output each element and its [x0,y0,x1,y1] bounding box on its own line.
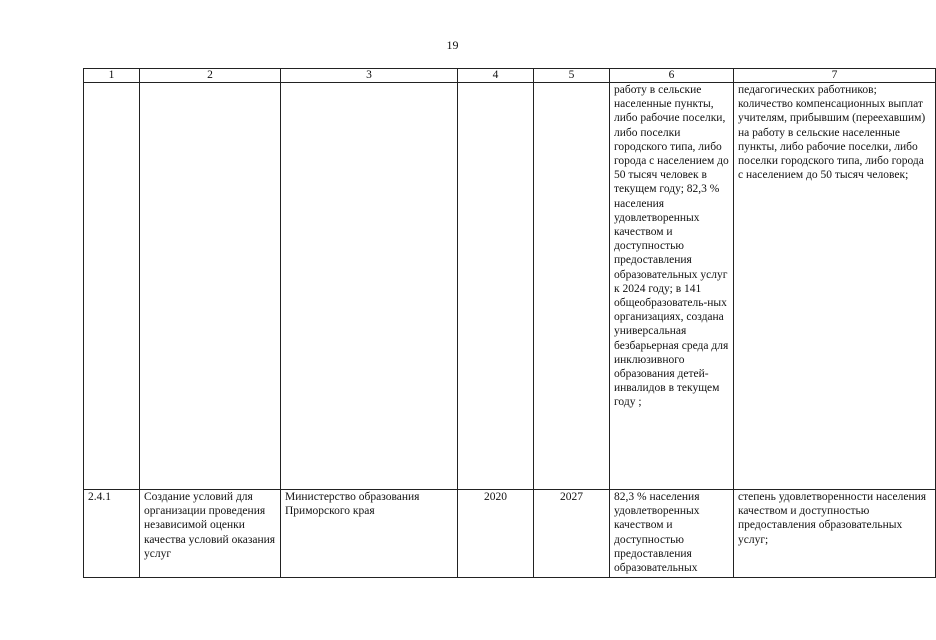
page-number: 19 [446,38,459,52]
cell-indicator: степень удовлетворенности населения качеством и доступностью предоставления образовательных услуг; [734,490,936,578]
cell-responsible [281,83,458,490]
table-row [84,83,936,490]
cell-expected-result: 82,3 % населения удовлетворенных качеством и доступностью предоставления образовательных [610,490,734,578]
cell-expected-result: работу в сельские населенные пункты, либо рабочие поселки, либо поселки городского типа, либо города с населением до 50 тысяч человек в текущем году; 82,3 % населения удовлетворенных качеством и доступностью предоставления образовательных услуг к 2024 году; в 141 общеобразователь-ных организациях, создана универсальная безбарьерная среда для инклюзивного образования детей-инвалидов в текущем году ; [610,83,734,490]
column-header: 7 [734,69,936,83]
column-header: 3 [281,69,458,83]
cell-start-year [458,83,534,490]
cell-responsible: Министерство образования Приморского края [281,490,458,578]
cell-end-year: 2027 [534,490,610,578]
column-header: 1 [84,69,140,83]
cell-end-year [534,83,610,490]
column-header: 4 [458,69,534,83]
cell-number: 2.4.1 [84,490,140,578]
cell-activity: Создание условий для организации проведения независимой оценки качества условий оказания услуг [140,490,281,578]
cell-number [84,83,140,490]
document-table [83,68,936,578]
column-header: 6 [610,69,734,83]
cell-indicator: педагогических работников; количество компенсационных выплат учителям, прибывшим (переехавшим) на работу в сельские населенные пункты, либо рабочие поселки, либо поселки городского типа, либо города с населением до 50 тысяч человек; [734,83,936,490]
column-header: 5 [534,69,610,83]
table-row [84,490,936,578]
table-header-row [84,69,936,83]
cell-start-year: 2020 [458,490,534,578]
column-header: 2 [140,69,281,83]
cell-activity [140,83,281,490]
